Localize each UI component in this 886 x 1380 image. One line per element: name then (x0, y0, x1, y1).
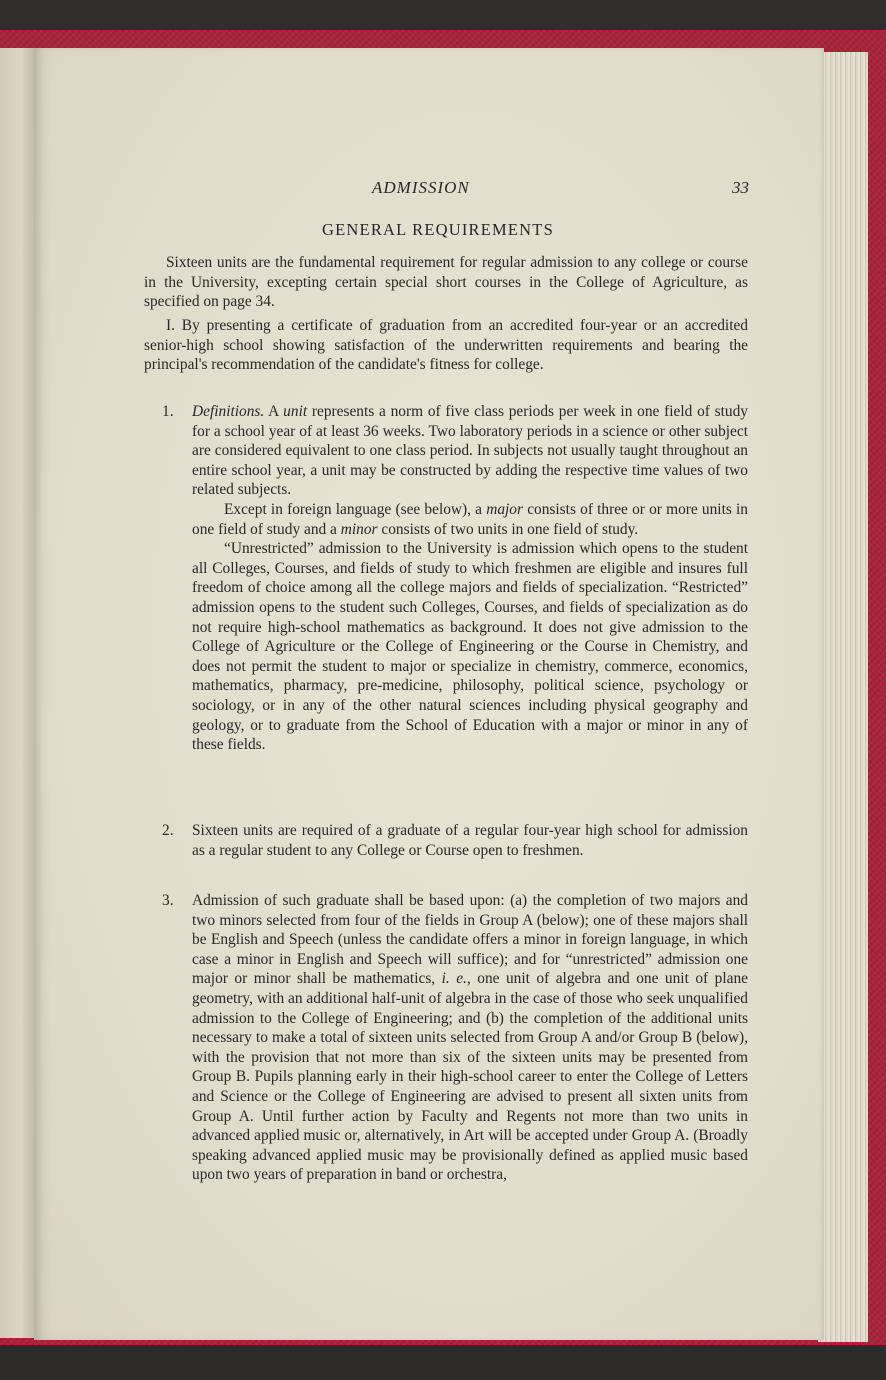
text-run: one unit of algebra and one unit of plane geometry, with an additional half-unit of algebra in the case of those who seek unqualified admission to the College of Engineering; and (b) the completion of the additional units necessary to make a total of sixteen units selected from Group A and/or Group B (below), with the provision that not more than six of the sixteen units may be presented from Group B. Pupils planning early in their high-school career to enter the College of Letters and Science or the College of Engineering are advised to present all sixten units from Group A. Until further action by Faculty and Regents not more than two units in advanced applied music or, alternatively, in Art will be accepted under Group A. (Broadly speaking advanced applied music may be provisionally defined as applied music based upon two years of preparation in band or orchestra, (192, 970, 748, 1184)
term-major: major (486, 500, 523, 518)
definitions-paragraph (192, 402, 748, 500)
facing-page-edge (0, 48, 34, 1338)
page-edges (818, 52, 868, 1342)
numbered-item-1 (144, 402, 748, 755)
text-run: Admission of such graduate shall be based upon: (a) the completion of two majors and two minors selected from four of the fields in Group A (below); one of these majors shall be English and Speech (unless the candidate offers a minor in foreign language, in which case a minor in English and Speech will suffice); and for “unrestricted” admission one major or minor shall be mathematics, (192, 892, 748, 988)
book-page (34, 48, 824, 1340)
definitions-heading: Definitions. (192, 403, 265, 420)
paragraph-one: I. By presenting a certificate of graduation from an accredited four-year or an accredited senior-high school showing satisfaction of the underwritten requirements and bearing the principal's recommendation of the candidate's fitness for college. (144, 317, 748, 374)
text-run: Except in foreign language (see below), a (224, 500, 487, 518)
item-number: 3. (162, 892, 174, 909)
page-number: 33 (732, 178, 749, 197)
text-run: consists of two units in one field of study. (377, 520, 639, 538)
admission-basis-paragraph (192, 891, 748, 1185)
item-number: 2. (162, 822, 174, 839)
text-run: A (264, 403, 284, 420)
term-unit: unit (283, 403, 308, 420)
item-number: 1. (162, 403, 174, 420)
running-head: ADMISSION (372, 178, 470, 197)
numbered-item-2 (144, 821, 748, 860)
term-minor: minor (340, 520, 378, 538)
text-run: represents a norm of five class periods per week in one field of study for a school year of at least 36 weeks. Two laboratory periods in a science or other subject are considered equivalent to one class period. In subjects not usually taught throughout an entire school year, a unit may be constructed by adding the respective time values of two related subjects. (192, 403, 748, 499)
section-title: GENERAL REQUIREMENTS (322, 220, 554, 239)
units-required-paragraph: Sixteen units are required of a graduate of a regular four-year high school for admission as a regular student to any College or Course open to freshmen. (192, 822, 748, 859)
admission-types-paragraph: “Unrestricted” admission to the University is admission which opens to the student all Colleges, Courses, and fields of study to which freshmen are eligible and insures full freedom of choice among all the college majors and fields of specialization. “Restricted” admission opens to the student such Colleges, Courses, and fields of specialization as do not require high-school mathematics as background. It does not give admission to the College of Agriculture or the College of Engineering or the Course in Chemistry, and does not permit the student to major or specialize in chemistry, commerce, economics, mathematics, pharmacy, pre-medicine, philosophy, political science, psychology or sociology, or in any of the other natural sciences including physical geography and geology, or to graduate from the School of Education with a major or minor in any of these fields. (192, 540, 748, 754)
numbered-item-3 (144, 891, 748, 1185)
major-minor-paragraph (192, 500, 748, 539)
ie-abbreviation: i. e., (441, 970, 471, 988)
text-run: consists of three or or more units in one field of study and a (192, 500, 748, 538)
intro-paragraph: Sixteen units are the fundamental requirement for regular admission to any college or course in the University, excepting certain special short courses in the College of Agriculture, as specified on page 34. (144, 254, 748, 311)
scan-bottom-background (0, 1345, 886, 1380)
